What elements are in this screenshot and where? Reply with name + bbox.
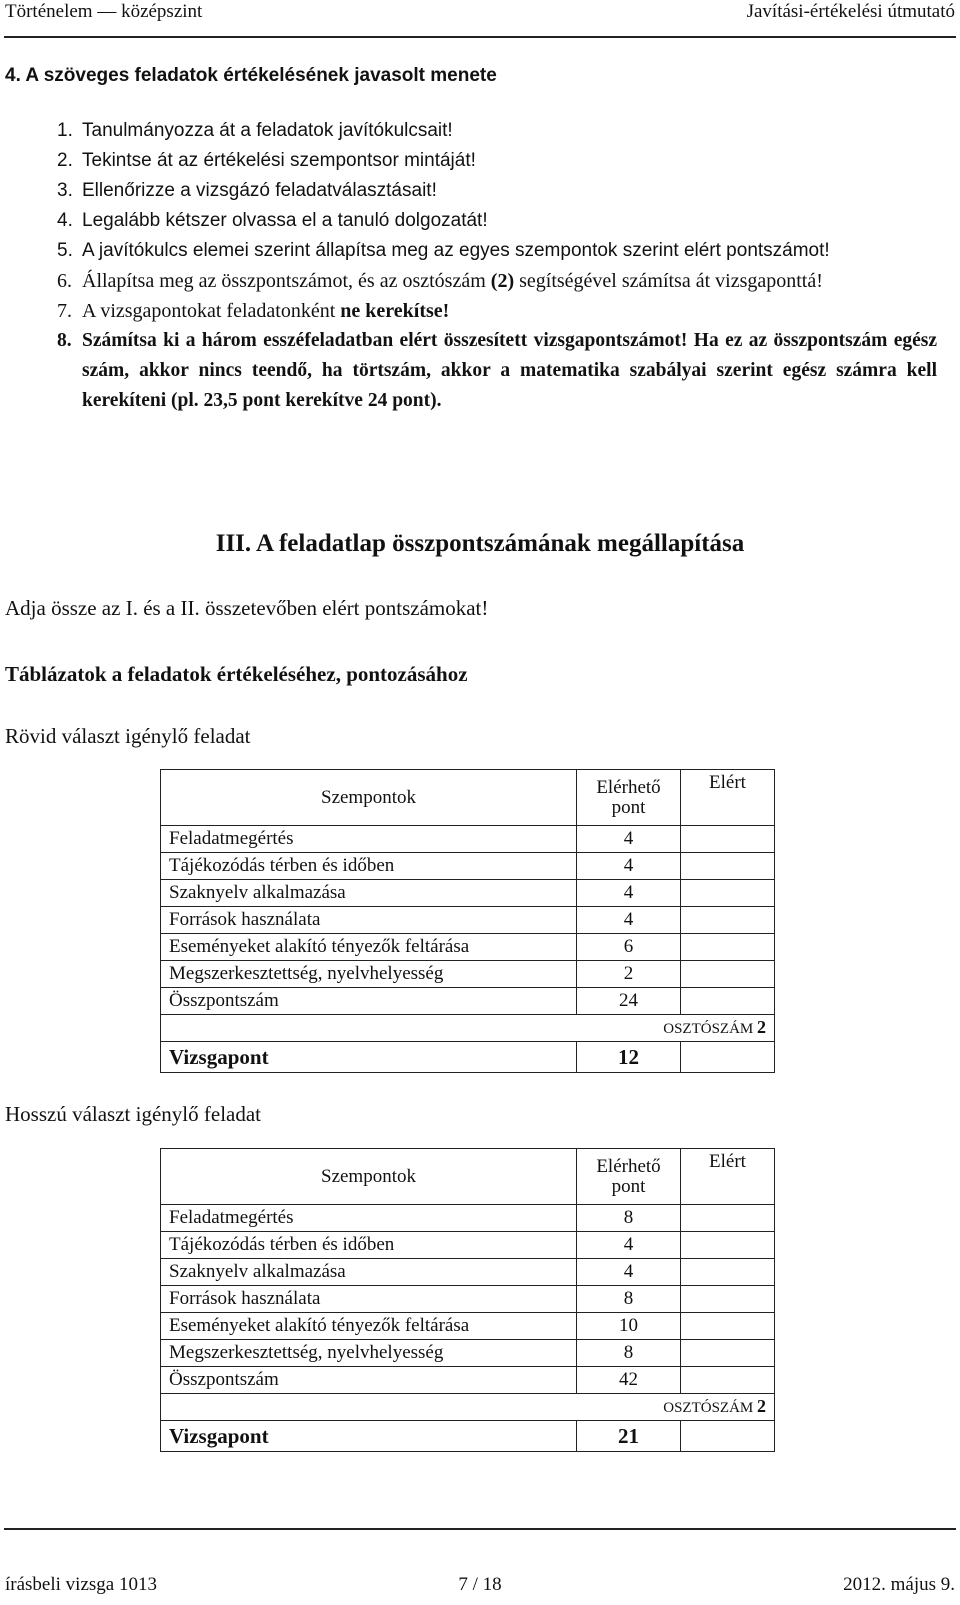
achieved-cell[interactable] (681, 934, 775, 961)
footer-exam-id: írásbeli vizsga 1013 (5, 1574, 157, 1595)
achieved-cell[interactable] (681, 961, 775, 988)
divisor-value: 2 (757, 1396, 766, 1416)
footer-rule (4, 1528, 956, 1530)
page-number: 7 / 18 (458, 1574, 502, 1595)
step-item: 7. A vizsgapontokat feladatonként ne kerekítse! (57, 300, 450, 322)
criteria-header: Szempontok (161, 1149, 577, 1205)
intro-text: Adja össze az I. és a II. összetevőben elért pontszámokat! (5, 596, 489, 620)
achieved-cell[interactable] (681, 1259, 775, 1286)
divisor-row (161, 1394, 775, 1421)
achieved-cell[interactable] (681, 1232, 775, 1259)
step-item: 1. Tanulmányozza át a feladatok javítókulcsait! (57, 120, 453, 141)
max-points-header: Elérhető pont (577, 1149, 681, 1205)
achieved-cell[interactable] (681, 880, 775, 907)
header-doc-type: Javítási-értékelési útmutató (746, 1, 955, 22)
header-rule (4, 36, 956, 38)
table-row: Szaknyelv alkalmazása 4 (161, 880, 775, 907)
max-points-header: Elérhető pont (577, 770, 681, 826)
achieved-cell[interactable] (681, 826, 775, 853)
table-row: Források használata 4 (161, 907, 775, 934)
table-row: Eseményeket alakító tényezők feltárása 10 (161, 1313, 775, 1340)
achieved-header: Elért (681, 1149, 775, 1205)
divisor-label: OSZTÓSZÁM (663, 1400, 754, 1416)
total-row: Összpontszám 24 (161, 988, 775, 1015)
step-item: 6. Állapítsa meg az összpontszámot, és az osztószám (2) segítségével számítsa át vizsgaponttá! (57, 270, 823, 292)
table-row: Feladatmegértés 4 (161, 826, 775, 853)
final-score-row (161, 1042, 775, 1073)
table-header-row (161, 1149, 775, 1205)
final-score-row (161, 1421, 775, 1452)
table-row: Szaknyelv alkalmazása 4 (161, 1259, 775, 1286)
step-item: 2. Tekintse át az értékelési szempontsor mintáját! (57, 150, 476, 171)
criteria-header: Szempontok (161, 770, 577, 826)
tables-title: Táblázatok a feladatok értékeléséhez, pontozásához (5, 662, 468, 686)
achieved-cell[interactable] (681, 907, 775, 934)
header-subject: Történelem — középszint (5, 1, 203, 22)
divisor-label: OSZTÓSZÁM (663, 1021, 754, 1037)
achieved-cell[interactable] (681, 1340, 775, 1367)
table-row: Megszerkesztettség, nyelvhelyesség 2 (161, 961, 775, 988)
table-row: Tájékozódás térben és időben 4 (161, 1232, 775, 1259)
final-score-cell[interactable] (681, 1421, 775, 1452)
step-item: 4. Legalább kétszer olvassa el a tanuló dolgozatát! (57, 210, 488, 231)
section-title: 4. A szöveges feladatok értékelésének javasolt menete (5, 65, 497, 86)
final-score-max: 21 (577, 1421, 681, 1452)
long-task-title: Hosszú választ igénylő feladat (5, 1102, 261, 1126)
table-header-row (161, 770, 775, 826)
short-task-score-table (160, 769, 775, 1073)
achieved-total-cell[interactable] (681, 988, 775, 1015)
achieved-cell[interactable] (681, 853, 775, 880)
table-row: Megszerkesztettség, nyelvhelyesség 8 (161, 1340, 775, 1367)
achieved-header: Elért (681, 770, 775, 826)
long-task-score-table (160, 1148, 775, 1452)
section-heading-iii: III. A feladatlap összpontszámának megállapítása (215, 530, 745, 557)
table-row: Tájékozódás térben és időben 4 (161, 853, 775, 880)
step-item: 3. Ellenőrizze a vizsgázó feladatválasztásait! (57, 180, 437, 201)
step-item: 5. A javítókulcs elemei szerint állapítsa meg az egyes szempontok szerint elért pontszámot! (57, 240, 830, 261)
final-score-max: 12 (577, 1042, 681, 1073)
footer-date: 2012. május 9. (843, 1574, 955, 1595)
step-item: 8. Számítsa ki a három esszéfeladatban elért összesített vizsgapontszámot! Ha ez az összpontszám egész szám, akkor nincs teendő, ha törtszám, akkor a matematika szabályai szerint egész számra kell kerekíteni (pl. 23,5 pont kerekítve 24 pont). (57, 330, 937, 411)
table-row: Eseményeket alakító tényezők feltárása 6 (161, 934, 775, 961)
final-score-label: Vizsgapont (161, 1421, 577, 1452)
divisor-value: 2 (757, 1017, 766, 1037)
short-task-title: Rövid választ igénylő feladat (5, 724, 251, 748)
steps-list (57, 116, 937, 416)
total-row: Összpontszám 42 (161, 1367, 775, 1394)
achieved-cell[interactable] (681, 1205, 775, 1232)
achieved-total-cell[interactable] (681, 1367, 775, 1394)
final-score-cell[interactable] (681, 1042, 775, 1073)
divisor-row (161, 1015, 775, 1042)
table-row: Források használata 8 (161, 1286, 775, 1313)
page-header (5, 0, 955, 34)
achieved-cell[interactable] (681, 1286, 775, 1313)
final-score-label: Vizsgapont (161, 1042, 577, 1073)
achieved-cell[interactable] (681, 1313, 775, 1340)
table-row: Feladatmegértés 8 (161, 1205, 775, 1232)
